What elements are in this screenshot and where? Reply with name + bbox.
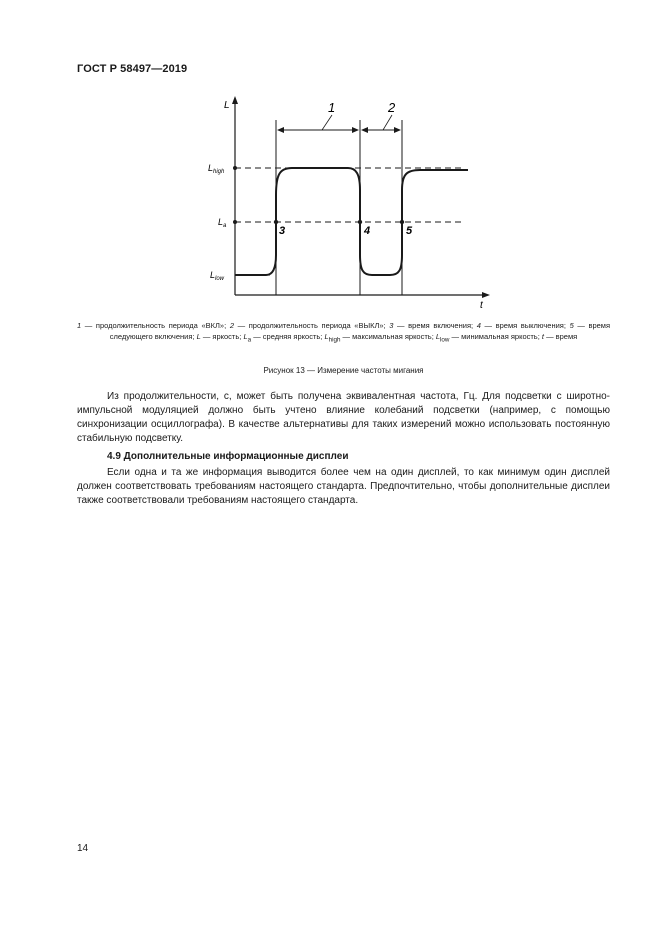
period-off-leader xyxy=(383,115,392,130)
level-average-label: $L_a$ xyxy=(218,217,227,229)
flicker-measurement-figure xyxy=(200,90,500,311)
point-4-dot xyxy=(358,220,362,224)
period-off-number: 2 xyxy=(388,100,396,115)
period-on-number: 1 xyxy=(328,100,336,115)
figure-legend: 1 — продолжительность периода «ВКЛ»; 2 — продолжительность периода «ВЫКЛ»; 3 — время включения; 4 — время выключения; 5 — время следующего включения; L — яркость; $L_a$ — средняя яркость; $L_{high}$ — максимальная яркость; $L_{low}$ — минимальная яркость; t — время xyxy=(77,321,611,344)
y-axis-label: L xyxy=(224,100,230,111)
point-3-label: 3 xyxy=(279,225,286,237)
point-4-label: 4 xyxy=(364,225,371,237)
section-heading: 4.9 Дополнительные информационные дисплеи xyxy=(107,451,349,462)
period-off-arrow-left xyxy=(361,127,368,133)
period-on-leader xyxy=(322,115,332,130)
point-5-dot xyxy=(400,220,404,224)
paragraph-additional-displays: Если одна и та же информация выводится более чем на один дисплей, то как минимум один дисплей должен соответствовать требованиям настоящего стандарта. Предпочтительно, чтобы дополнительные дисплеи также соответствовали требованиям настоящего стандарта. xyxy=(77,467,610,506)
point-3-dot xyxy=(274,220,278,224)
document-header: ГОСТ Р 58497—2019 xyxy=(77,63,188,75)
period-on-arrow-right xyxy=(352,127,359,133)
y-axis-arrow xyxy=(232,96,238,104)
page-number: 14 xyxy=(77,843,89,854)
paragraph-frequency: Из продолжительности, с, может быть получена эквивалентная частота, Гц. Для подсветки с широтно-импульсной модуляцией должно быть учтено влияние колебаний подсветки (например, с помощью синхронизации осциллографа). В качестве альтернативы для таких измерений можно использовать постоянную стабильную подсветку. xyxy=(77,391,610,444)
period-on-arrow-left xyxy=(277,127,284,133)
figure-caption: Рисунок 13 — Измерение частоты мигания xyxy=(263,366,424,375)
level-low-label: $L_{low}$ xyxy=(210,270,225,282)
x-axis-arrow xyxy=(482,292,490,298)
level-high-label: $L_{high}$ xyxy=(208,163,225,175)
level-high-dot xyxy=(233,166,237,170)
point-5-label: 5 xyxy=(406,225,413,237)
luminance-time-diagram xyxy=(200,90,500,311)
period-off-arrow-right xyxy=(394,127,401,133)
level-average-dot xyxy=(233,220,237,224)
x-axis-label: t xyxy=(480,300,483,311)
